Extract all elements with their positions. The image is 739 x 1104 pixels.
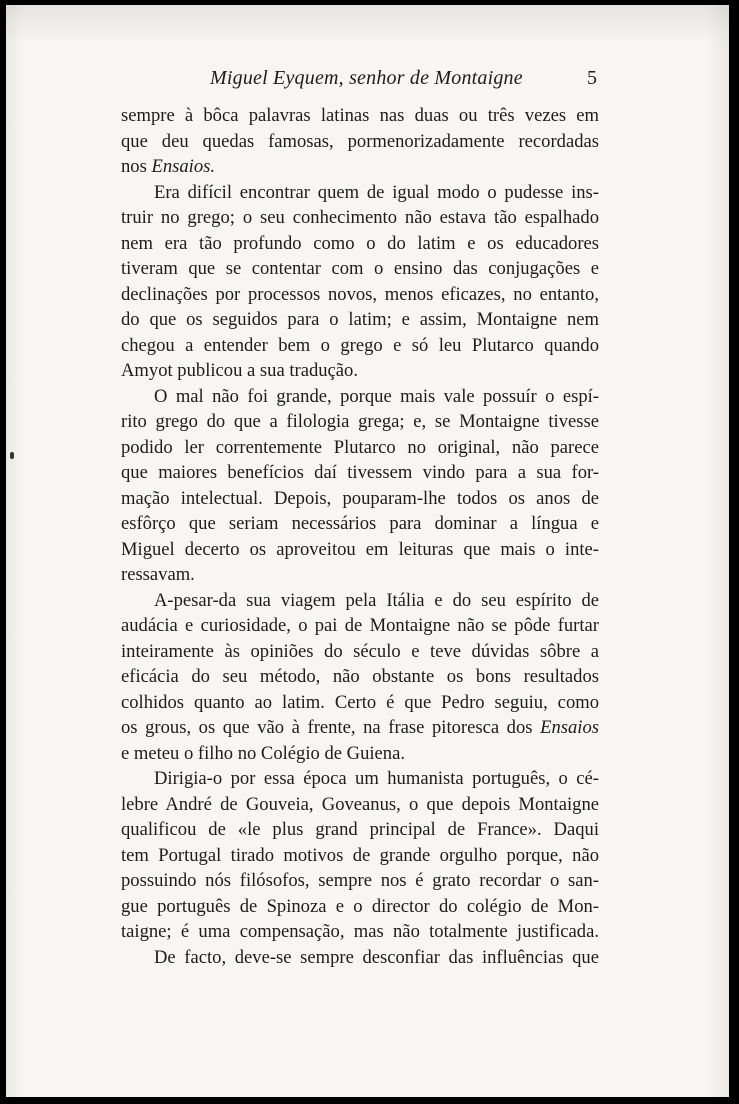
text-line: rito grego do que a filologia grega; e, se Montaigne tivesse: [121, 411, 599, 432]
text-line: audácia e curiosidade, o pai de Montaigne não se pôde furtar: [121, 615, 599, 636]
text-line: Amyot publicou a sua tradução.: [121, 360, 359, 381]
text-line: declinações por processos novos, menos eficazes, no entanto,: [121, 283, 599, 305]
paragraph-first-line: O mal não foi grande, porque mais vale possuír o espí-: [154, 385, 599, 407]
paragraph-first-line: Dirigia-o por essa época um humanista português, o cé-: [154, 768, 599, 789]
page-number: 5: [587, 67, 597, 89]
book-page: [6, 5, 729, 1097]
text-line: sempre à bôca palavras latinas nas duas ou três vezes em: [121, 105, 599, 126]
text-line: ressavam.: [121, 564, 195, 585]
text-segment: os grous, os que vão à frente, na frase pitoresca dos: [121, 717, 541, 738]
text-line: [121, 154, 599, 180]
text-line: possuindo nós filósofos, sempre nos é grato recordar o san-: [121, 870, 599, 891]
text-line: qualificou de «le plus grand principal de France». Daqui: [121, 819, 599, 840]
text-line: podido ler correntemente Plutarco no original, não parece: [121, 436, 599, 458]
text-line: e meteu o filho no Colégio de Guiena.: [121, 742, 405, 764]
text-line: tem Portugal tirado motivos de grande orgulho porque, não: [121, 844, 599, 866]
text-line: mação intelectual. Depois, pouparam-lhe todos os anos de: [121, 487, 599, 509]
italic-title-ensaios: Ensaios: [540, 717, 599, 738]
text-line: eficácia do seu método, não obstante os bons resultados: [121, 666, 599, 687]
body-text: [121, 103, 599, 970]
paragraph-first-line: De facto, deve-se sempre desconfiar das influências que: [154, 946, 599, 968]
text-line: tiveram que se contentar com o ensino das conjugações e: [121, 258, 599, 279]
text-line: [121, 715, 599, 741]
page-header: [6, 67, 729, 95]
paragraph-first-line: Era difícil encontrar quem de igual modo o pudesse ins-: [154, 181, 599, 203]
text-line: inteiramente às opiniões do século e teve dúvidas sôbre a: [121, 640, 599, 662]
text-segment: nos: [121, 156, 152, 177]
text-line: que maiores benefícios daí tivessem vindo para a sua for-: [121, 462, 599, 483]
paragraph-first-line: A-pesar-da sua viagem pela Itália e do seu espírito de: [154, 589, 599, 611]
text-line: colhidos quanto ao latim. Certo é que Pedro seguiu, como: [121, 691, 599, 713]
italic-title-ensaios: Ensaios.: [151, 156, 216, 177]
text-line: gue português de Spinoza e o director do colégio de Mon-: [121, 895, 599, 917]
ink-speck: [10, 452, 14, 459]
text-line: lebre André de Gouveia, Goveanus, o que depois Montaigne: [121, 793, 599, 815]
text-line: truir no grego; o seu conhecimento não estava tão espalhado: [121, 207, 599, 228]
text-line: nem era tão profundo como o do latim e os educadores: [121, 232, 599, 254]
running-title: Miguel Eyquem, senhor de Montaigne: [210, 67, 523, 89]
text-line: que deu quedas famosas, pormenorizadamente recordadas: [121, 130, 599, 152]
text-line: taigne; é uma compensação, mas não totalmente justificada.: [121, 921, 599, 942]
text-line: chegou a entender bem o grego e só leu Plutarco quando: [121, 334, 599, 356]
text-line: Miguel decerto os aproveitou em leituras que mais o inte-: [121, 538, 599, 560]
text-line: do que os seguidos para o latim; e assim, Montaigne nem: [121, 309, 599, 330]
text-line: esfôrço que seriam necessários para dominar a língua e: [121, 513, 599, 534]
